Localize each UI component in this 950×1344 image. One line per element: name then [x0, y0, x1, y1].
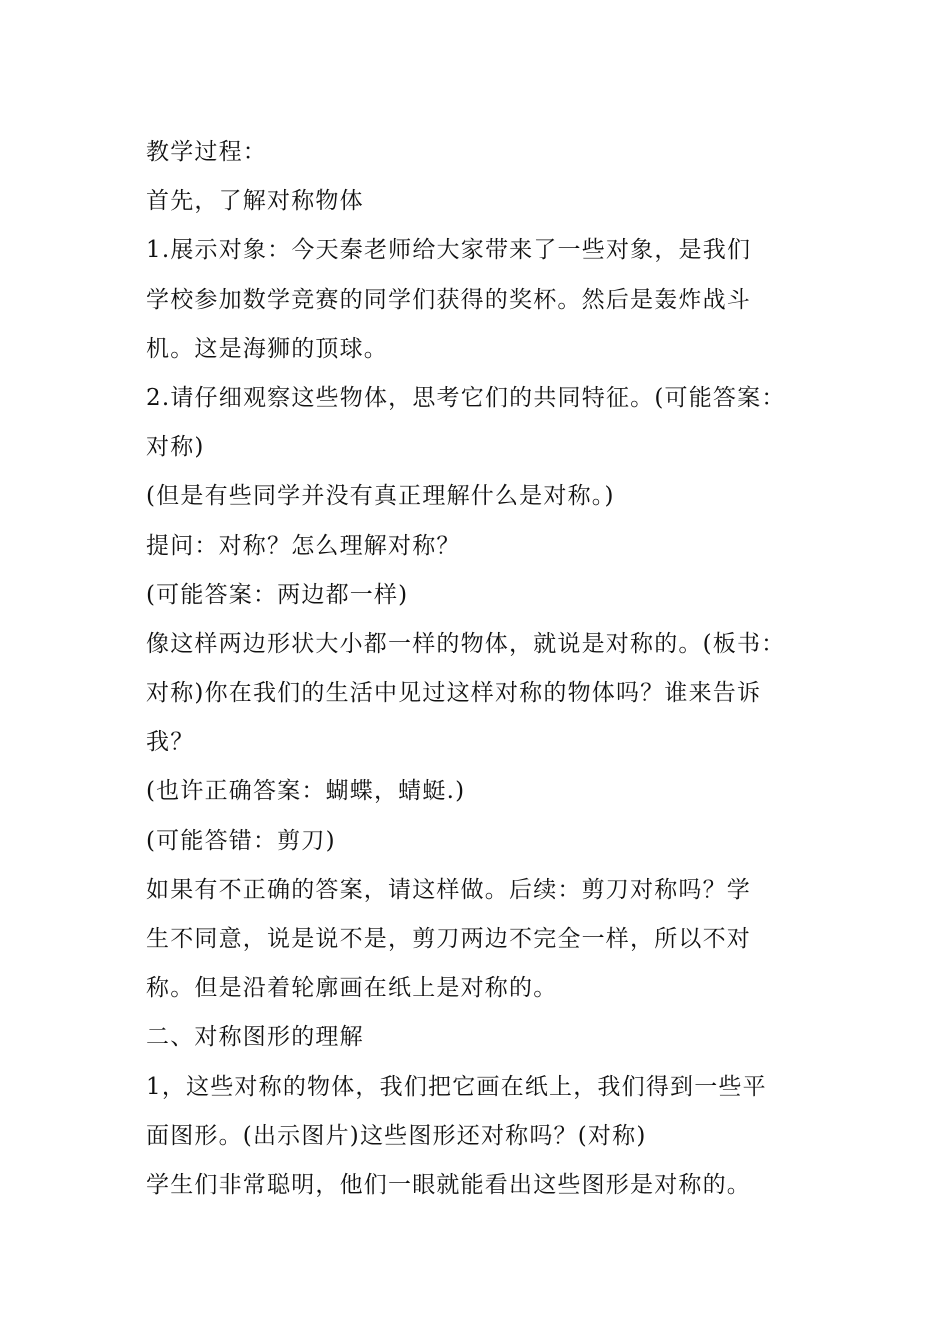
paragraph-line: 像这样两边形状大小都一样的物体，就说是对称的。(板书： — [146, 630, 786, 657]
document-body — [146, 128, 816, 1210]
paragraph-line: 我？ — [146, 729, 195, 756]
section-heading-symmetric-figures: 二、对称图形的理解 — [146, 1024, 364, 1051]
paragraph-line: 1.展示对象：今天秦老师给大家带来了一些对象，是我们 — [146, 237, 752, 264]
paragraph-line: 面图形。(出示图片)这些图形还对称吗？(对称) — [146, 1122, 647, 1149]
paragraph-line: 生不同意，说是说不是，剪刀两边不完全一样，所以不对 — [146, 926, 751, 952]
paragraph-line: 对称) — [146, 434, 205, 461]
paragraph-line: 2.请仔细观察这些物体，思考它们的共同特征。(可能答案： — [146, 384, 786, 411]
paragraph-line: (可能答错：剪刀) — [146, 827, 336, 854]
paragraph-line: 如果有不正确的答案，请这样做。后续：剪刀对称吗？学 — [146, 876, 751, 903]
paragraph-line: (可能答案：两边都一样) — [146, 581, 409, 608]
paragraph-line: (也许正确答案：蝴蝶，蜻蜓.) — [146, 778, 466, 805]
paragraph-line: 对称)你在我们的生活中见过这样对称的物体吗？谁来告诉 — [146, 680, 762, 707]
paragraph-line: 称。但是沿着轮廓画在纸上是对称的。 — [146, 975, 558, 1002]
section-heading-teaching-process: 教学过程： — [146, 139, 267, 165]
section-heading-understand-symmetric-objects: 首先，了解对称物体 — [146, 188, 364, 215]
paragraph-line: 提问：对称？怎么理解对称？ — [146, 532, 461, 559]
paragraph-line: (但是有些同学并没有真正理解什么是对称。) — [146, 483, 615, 510]
paragraph-line: 机。这是海狮的顶球。 — [146, 335, 388, 362]
paragraph-line: 学校参加数学竞赛的同学们获得的奖杯。然后是轰炸战斗 — [146, 286, 751, 313]
paragraph-line: 1，这些对称的物体，我们把它画在纸上，我们得到一些平 — [146, 1073, 767, 1100]
paragraph-line: 学生们非常聪明，他们一眼就能看出这些图形是对称的。 — [146, 1171, 751, 1198]
